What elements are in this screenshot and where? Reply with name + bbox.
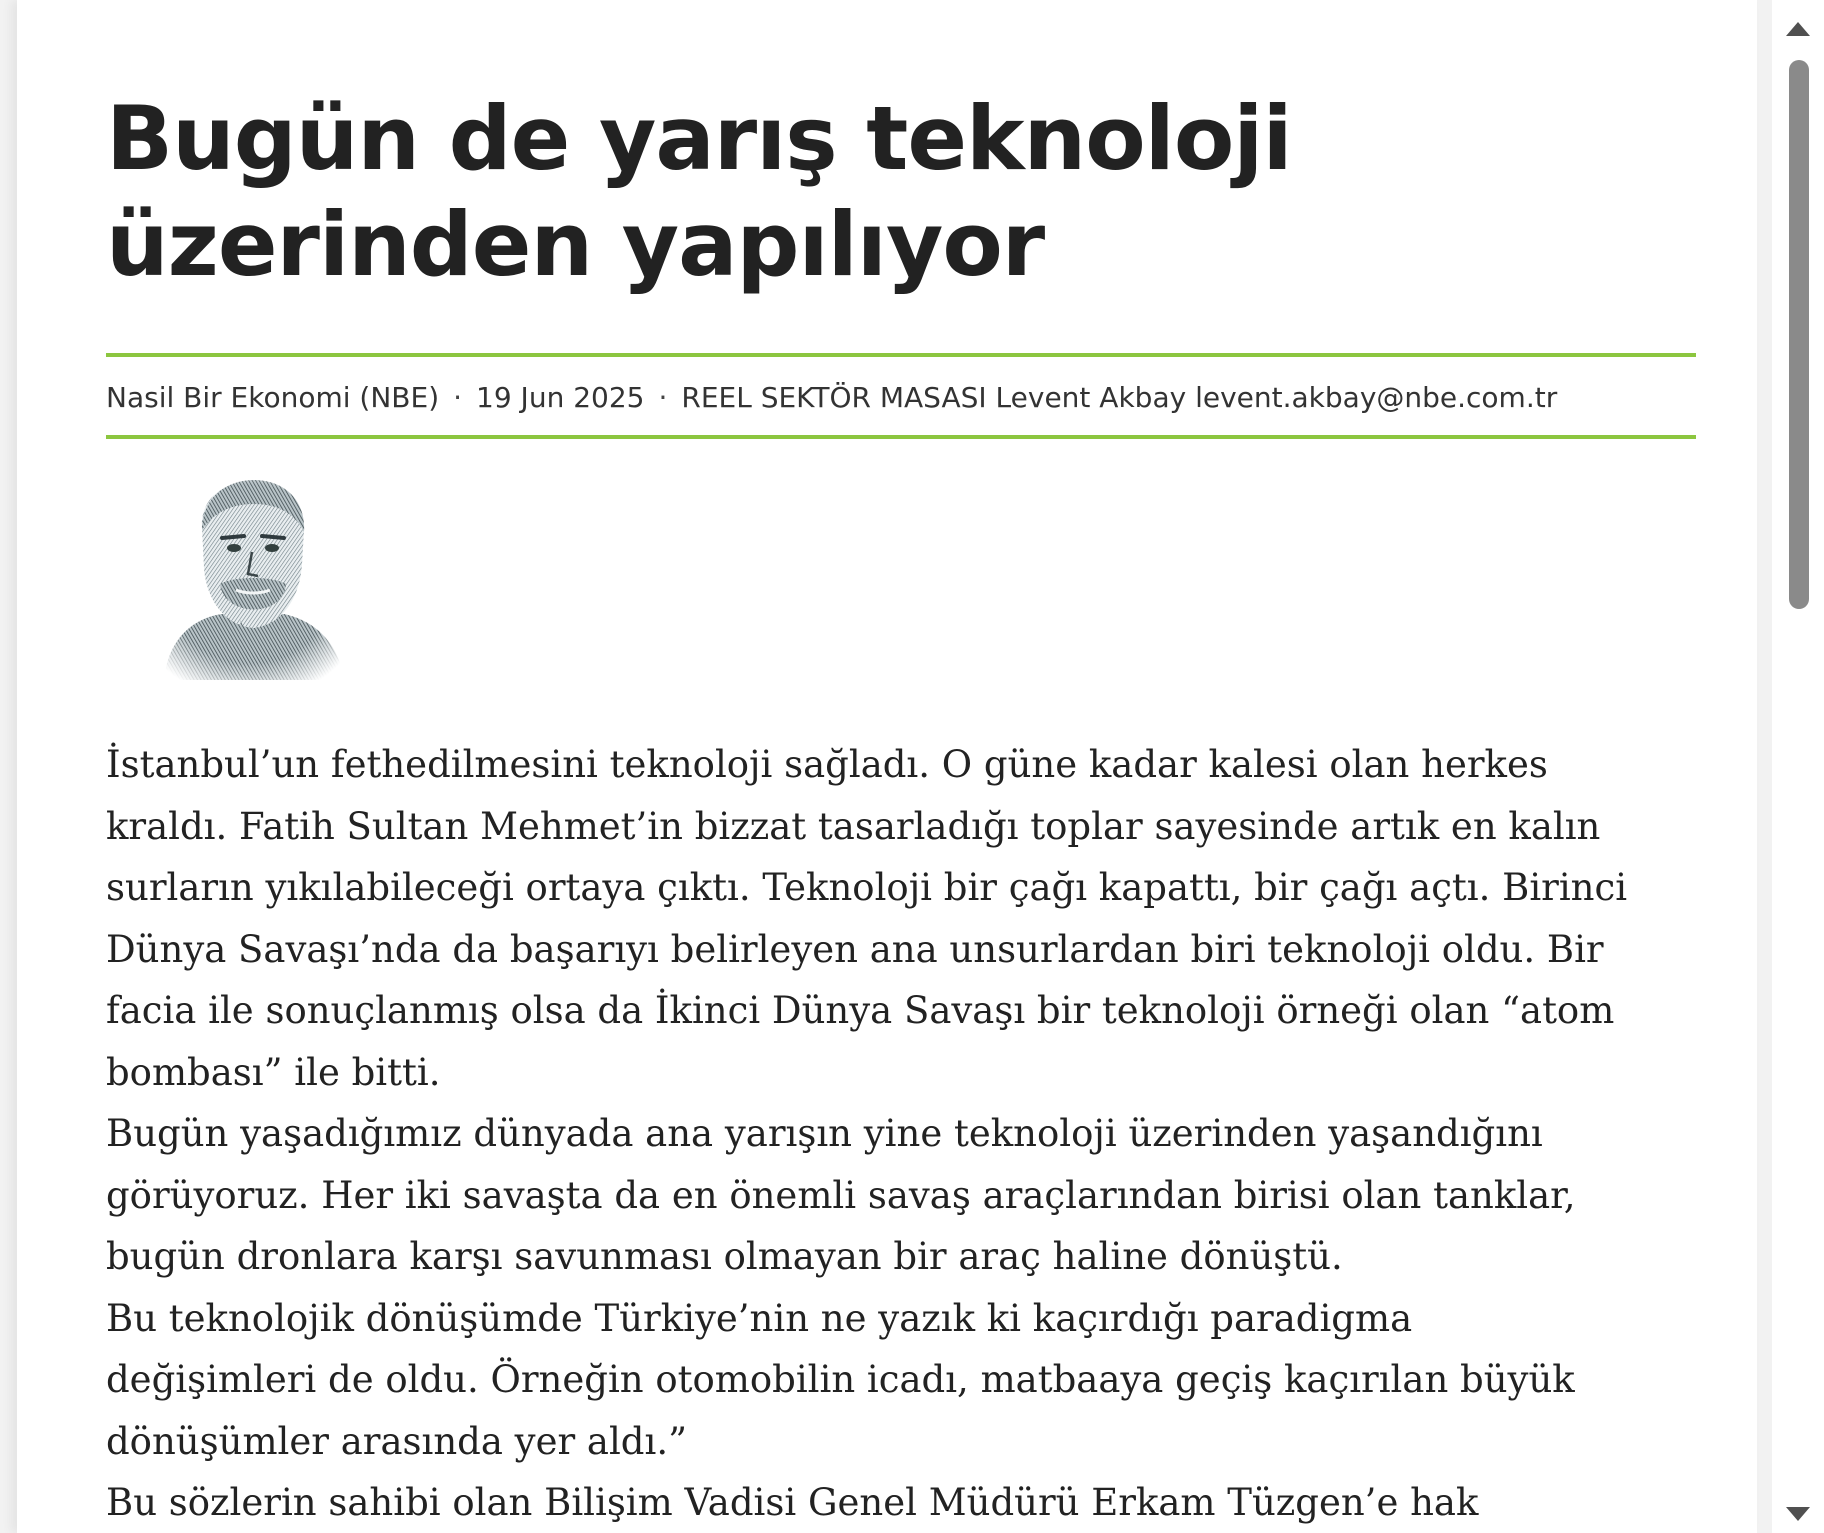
body-paragraph-3: Bu teknolojik dönüşümde Türkiye’nin ne yazık ki kaçırdığı paradigma değişimleri de oldu. Örneğin otomobilin icadı, matbaaya geçiş kaçırılan büyük dönüşümler arasında yer aldı.” (106, 1296, 1575, 1463)
byline-publication: Nasil Bir Ekonomi (NBE) (106, 381, 440, 414)
body-paragraph-4: Bu sözlerin sahibi olan Bilişim Vadisi Genel Müdürü Erkam Tüzgen’e hak (106, 1481, 1479, 1524)
scroll-up-arrow-icon[interactable] (1786, 22, 1810, 36)
byline (106, 378, 1696, 418)
body-paragraph-1: İstanbul’un fethedilmesini teknoloji sağladı. O güne kadar kalesi olan herkes kraldı. Fatih Sultan Mehmet’in bizzat tasarladığı toplar sayesinde artık en kalın surların yıkılabileceği ortaya çıktı. Teknoloji bir çağı kapattı, bir çağı açtı. Birinci Dünya Savaşı’nda da başarıyı belirleyen ana unsurlardan biri teknoloji oldu. Bir facia ile sonuçlanmış olsa da İkinci Dünya Savaşı bir teknoloji örneği olan “atom bombası” ile bitti. (106, 743, 1628, 1094)
byline-separator: · (658, 381, 668, 414)
headline-line-2: üzerinden yapılıyor (106, 193, 1045, 296)
headline-line-1: Bugün de yarış teknoloji (106, 87, 1292, 190)
scrollbar-thumb[interactable] (1789, 60, 1809, 609)
byline-desk-author: REEL SEKTÖR MASASI Levent Akbay levent.akbay@nbe.com.tr (681, 381, 1558, 414)
byline-bottom-divider (106, 435, 1696, 439)
byline-separator: · (453, 381, 463, 414)
body-paragraph-2: Bugün yaşadığımız dünyada ana yarışın yine teknoloji üzerinden yaşandığını görüyoruz. Her iki savaşta da en önemli savaş araçlarından birisi olan tanklar, bugün dronlara karşı savunması olmayan bir araç haline dönüştü. (106, 1112, 1576, 1278)
byline-date: 19 Jun 2025 (476, 381, 645, 414)
article-body (106, 734, 1701, 1533)
scroll-down-arrow-icon[interactable] (1786, 1507, 1810, 1521)
vertical-scrollbar[interactable] (1772, 0, 1824, 1533)
author-portrait (144, 468, 356, 680)
article-page (17, 0, 1757, 1533)
article-headline (106, 86, 1701, 298)
byline-top-divider (106, 353, 1696, 357)
